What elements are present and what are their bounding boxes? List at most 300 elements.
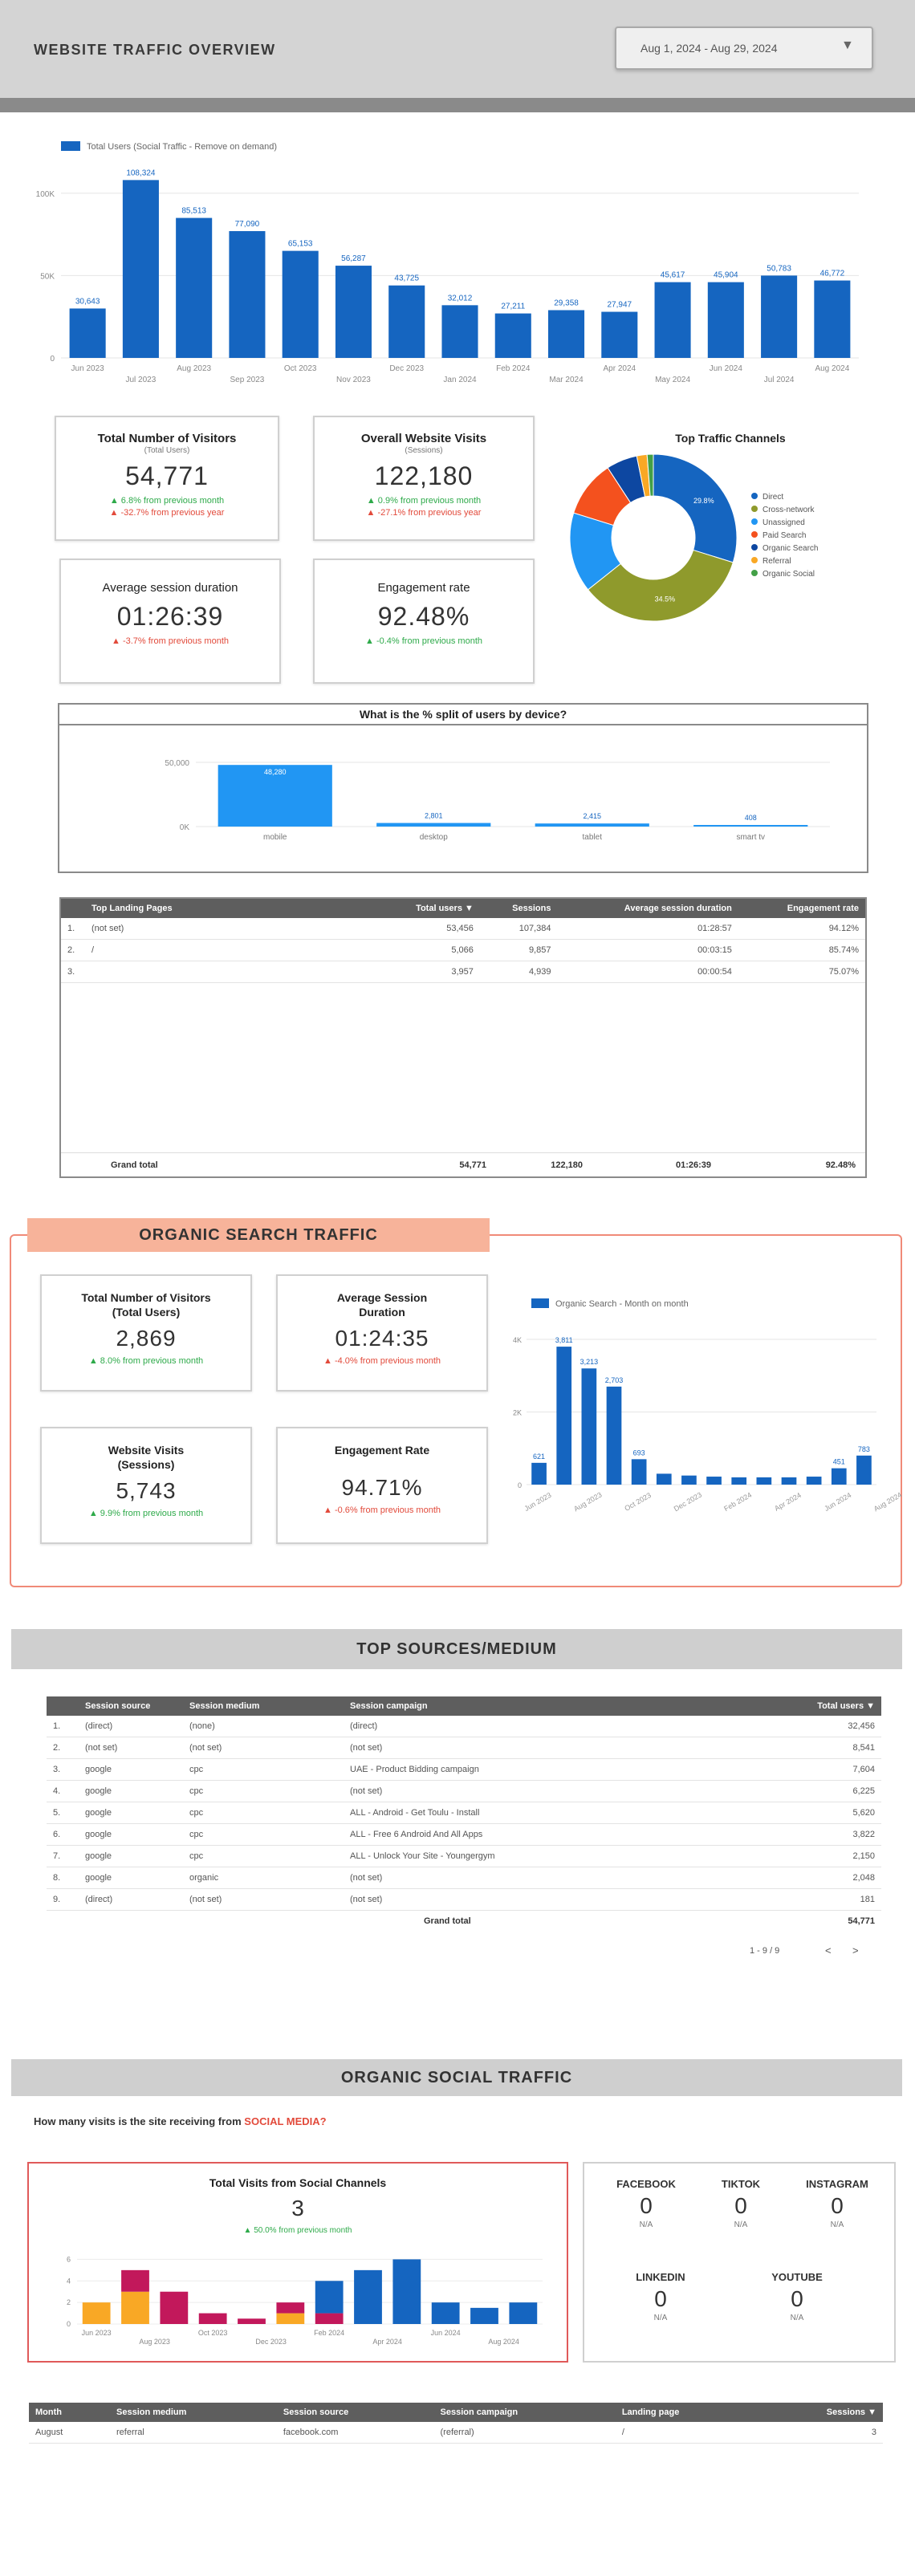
- session-source: google: [79, 1846, 183, 1867]
- col-avg-duration[interactable]: Average session duration: [557, 899, 738, 918]
- traffic-y-tick: 0: [50, 355, 55, 364]
- sessions: 3: [757, 2422, 883, 2444]
- legend-label: Paid Search: [762, 531, 807, 540]
- pagination-label: 1 - 9 / 9: [750, 1946, 780, 1956]
- organic-y-tick: 4K: [512, 1336, 522, 1345]
- col-total-users[interactable]: Total users ▼: [374, 899, 480, 918]
- table-row[interactable]: [47, 1889, 881, 1911]
- organic-bar: [807, 1477, 822, 1485]
- kpi-value: 94.71%: [341, 1475, 423, 1500]
- legend-dot: [751, 518, 758, 525]
- kpi-delta: ▲ -4.0% from previous month: [323, 1356, 441, 1366]
- col-landing-page[interactable]: Landing page: [616, 2403, 757, 2422]
- network-facebook: [602, 2178, 690, 2229]
- traffic-x-tick: May 2024: [655, 376, 691, 384]
- social-x-tick: Jun 2023: [81, 2329, 112, 2337]
- legend-label: Referral: [762, 557, 791, 566]
- network-value: 0: [791, 2286, 803, 2311]
- col-session-campaign[interactable]: Session campaign: [344, 1696, 777, 1716]
- social-bar-segment: [160, 2292, 188, 2324]
- top-sources-title: TOP SOURCES/MEDIUM: [11, 1629, 902, 1669]
- social-visits-title: Total Visits from Social Channels: [209, 2176, 387, 2189]
- social-bar-segment: [470, 2308, 498, 2324]
- organic-legend-swatch: [531, 1298, 549, 1308]
- device-x-tick: smart tv: [736, 833, 766, 842]
- session-source: (not set): [79, 1737, 183, 1759]
- landing-page: /: [85, 940, 374, 961]
- sessions: 4,939: [480, 961, 558, 983]
- traffic-bar: [814, 281, 850, 358]
- organic-y-tick: 0: [517, 1481, 522, 1489]
- total-users: 8,541: [777, 1737, 881, 1759]
- legend-dot: [751, 544, 758, 551]
- kpi-delta: ▲ 8.0% from previous month: [88, 1356, 204, 1366]
- sessions: 9,857: [480, 940, 558, 961]
- kpi-website-visits: [313, 416, 535, 541]
- date-range-text: Aug 1, 2024 - Aug 29, 2024: [640, 42, 778, 55]
- table-row[interactable]: [29, 2422, 883, 2444]
- next-page-button[interactable]: >: [852, 1944, 859, 1956]
- session-source: (direct): [79, 1889, 183, 1911]
- network-value: 0: [654, 2286, 667, 2311]
- legend-dot: [751, 506, 758, 512]
- social-bar-segment: [238, 2318, 266, 2324]
- organic-search-chart: [499, 1284, 904, 1549]
- organic-x-tick: Apr 2024: [773, 1490, 803, 1513]
- kpi-session-duration: [59, 559, 281, 684]
- date-range-picker[interactable]: [615, 26, 873, 70]
- top-sources-table: [47, 1696, 881, 1964]
- table-row[interactable]: [47, 1846, 881, 1867]
- session-campaign: ALL - Free 6 Android And All Apps: [344, 1824, 777, 1846]
- grand-total-label: Grand total: [111, 1160, 158, 1170]
- session-campaign: (not set): [344, 1889, 777, 1911]
- total-users: 3,957: [374, 961, 480, 983]
- kpi-value: 122,180: [374, 461, 474, 490]
- social-x-tick: Aug 2023: [139, 2338, 170, 2346]
- col-landing-page[interactable]: Top Landing Pages: [85, 899, 374, 918]
- traffic-bar: [388, 286, 425, 358]
- traffic-bar-label: 29,358: [554, 299, 579, 308]
- network-name: LINKEDIN: [636, 2271, 685, 2283]
- network-delta: N/A: [639, 2220, 653, 2229]
- avg-duration: 00:00:54: [557, 961, 738, 983]
- traffic-bar: [655, 282, 691, 358]
- traffic-x-tick: Jul 2024: [763, 376, 795, 384]
- session-medium: (not set): [183, 1889, 344, 1911]
- traffic-x-tick: Aug 2024: [815, 364, 850, 373]
- session-campaign: UAE - Product Bidding campaign: [344, 1759, 777, 1781]
- network-value: 0: [831, 2193, 844, 2218]
- network-delta: N/A: [734, 2220, 748, 2229]
- legend-label: Cross-network: [762, 506, 815, 514]
- row-index: 1.: [47, 1716, 79, 1737]
- legend-dot: [751, 570, 758, 576]
- device-split-title: What is the % split of users by device?: [59, 705, 867, 725]
- row-index: 3.: [61, 961, 85, 983]
- session-medium: referral: [110, 2422, 277, 2444]
- traffic-bar-label: 85,513: [181, 206, 206, 216]
- social-sessions-table: [29, 2403, 883, 2444]
- traffic-legend-swatch: [61, 141, 80, 151]
- traffic-bar: [283, 251, 319, 358]
- traffic-y-tick: 50K: [40, 272, 55, 282]
- avg-duration: 00:03:15: [557, 940, 738, 961]
- traffic-bar-label: 65,153: [287, 239, 313, 249]
- kpi-subtitle: (Total Users): [144, 446, 190, 455]
- kpi-delta-year: ▲ -27.1% from previous year: [366, 508, 482, 518]
- session-campaign: ALL - Android - Get Toulu - Install: [344, 1802, 777, 1824]
- row-index: 1.: [61, 918, 85, 940]
- table-row[interactable]: [47, 1824, 881, 1846]
- organic-bar-label: 693: [632, 1448, 645, 1457]
- session-medium: cpc: [183, 1824, 344, 1846]
- col-session-source[interactable]: Session source: [277, 2403, 434, 2422]
- traffic-bar: [176, 218, 212, 358]
- session-campaign: (not set): [344, 1867, 777, 1889]
- device-bar: [693, 825, 807, 827]
- social-bar-segment: [121, 2292, 149, 2324]
- kpi-value: 01:26:39: [116, 602, 224, 631]
- engagement-rate: 85.74%: [738, 940, 865, 961]
- traffic-bar-label: 46,772: [819, 269, 845, 278]
- table-row[interactable]: [47, 1867, 881, 1889]
- organic-bar-label: 2,703: [604, 1375, 624, 1384]
- organic-legend-label: Organic Search - Month on month: [555, 1299, 689, 1309]
- device-x-tick: mobile: [263, 833, 287, 842]
- session-source: google: [79, 1824, 183, 1846]
- traffic-bar-label: 108,324: [126, 169, 156, 178]
- traffic-bar-label: 45,617: [660, 270, 685, 280]
- organic-bar: [706, 1477, 722, 1485]
- device-split-panel: [58, 703, 868, 873]
- organic-y-tick: 2K: [512, 1408, 522, 1417]
- total-users: 53,456: [374, 918, 480, 940]
- kpi-subtitle: (Sessions): [117, 1458, 175, 1471]
- traffic-bar-label: 56,287: [341, 254, 366, 264]
- organic-visits-card: [40, 1427, 252, 1544]
- landing-page: /: [616, 2422, 757, 2444]
- social-y-tick: 4: [66, 2277, 71, 2285]
- network-value: 0: [734, 2193, 747, 2218]
- kpi-value: 5,743: [116, 1478, 177, 1503]
- social-y-tick: 2: [66, 2298, 71, 2307]
- total-users: 5,066: [374, 940, 480, 961]
- organic-bar: [856, 1456, 872, 1485]
- traffic-x-tick: Jul 2023: [125, 376, 157, 384]
- network-delta: N/A: [830, 2220, 844, 2229]
- total-users: 54,771: [459, 1160, 486, 1170]
- organic-x-tick: Jun 2024: [823, 1490, 853, 1513]
- organic-bar-label: 451: [832, 1457, 845, 1466]
- session-medium: cpc: [183, 1781, 344, 1802]
- session-campaign: (not set): [344, 1737, 777, 1759]
- session-campaign: (referral): [434, 2422, 616, 2444]
- social-x-tick: Dec 2023: [255, 2338, 287, 2346]
- traffic-x-tick: Jun 2023: [71, 364, 104, 373]
- traffic-bar: [761, 275, 797, 358]
- traffic-x-tick: Oct 2023: [283, 364, 317, 373]
- kpi-delta-month: ▲ -3.7% from previous month: [112, 636, 229, 646]
- total-users: 5,620: [777, 1802, 881, 1824]
- kpi-subtitle: Duration: [359, 1306, 405, 1318]
- device-bar-label: 2,415: [583, 812, 602, 821]
- traffic-bar-label: 32,012: [447, 294, 473, 303]
- session-campaign: (direct): [344, 1716, 777, 1737]
- col-session-medium[interactable]: Session medium: [110, 2403, 277, 2422]
- col-month[interactable]: Month: [29, 2403, 110, 2422]
- row-index: 7.: [47, 1846, 79, 1867]
- organic-bar: [556, 1347, 571, 1485]
- organic-x-tick: Aug 2023: [572, 1490, 604, 1514]
- device-bar-label: 408: [744, 814, 757, 822]
- session-medium: organic: [183, 1867, 344, 1889]
- table-row[interactable]: [47, 1759, 881, 1781]
- session-medium: cpc: [183, 1846, 344, 1867]
- kpi-title: Engagement rate: [377, 581, 470, 595]
- kpi-title: Average session duration: [102, 581, 238, 595]
- device-x-tick: tablet: [582, 833, 602, 842]
- legend-dot: [751, 531, 758, 538]
- traffic-bar: [708, 282, 744, 358]
- landing-page: (not set): [85, 918, 374, 940]
- social-visits-value: 3: [291, 2196, 304, 2220]
- grand-total-label: Grand total: [424, 1916, 471, 1926]
- total-duration: 01:26:39: [675, 1160, 711, 1170]
- kpi-value: 54,771: [125, 461, 209, 490]
- social-bar-segment: [392, 2259, 421, 2324]
- avg-duration: 01:28:57: [557, 918, 738, 940]
- kpi-total-visitors: [55, 416, 279, 541]
- legend-label: Direct: [762, 493, 784, 502]
- table-row[interactable]: [47, 1716, 881, 1737]
- device-bar-label: 48,280: [263, 768, 287, 777]
- organic-social-title: ORGANIC SOCIAL TRAFFIC: [11, 2059, 902, 2096]
- traffic-bar: [229, 231, 265, 358]
- network-name: TIKTOK: [721, 2178, 761, 2190]
- total-users: 6,225: [777, 1781, 881, 1802]
- social-question: [34, 2115, 327, 2127]
- organic-bar: [731, 1477, 746, 1485]
- kpi-title: Average Session: [336, 1291, 428, 1304]
- traffic-bar-label: 27,947: [607, 300, 632, 310]
- traffic-x-tick: Jan 2024: [443, 376, 477, 384]
- social-bar-segment: [354, 2270, 382, 2324]
- legend-label: Unassigned: [762, 518, 805, 527]
- traffic-channels-title: Top Traffic Channels: [675, 432, 786, 445]
- organic-x-tick: Oct 2023: [623, 1490, 653, 1513]
- grand-total-value: 54,771: [848, 1916, 875, 1926]
- traffic-chart: [24, 128, 883, 401]
- total-users: 2,150: [777, 1846, 881, 1867]
- total-users: 3,822: [777, 1824, 881, 1846]
- organic-x-tick: Jun 2023: [523, 1490, 553, 1513]
- table-row[interactable]: [61, 940, 865, 961]
- traffic-bar-label: 50,783: [767, 264, 791, 274]
- social-networks-panel: [583, 2162, 896, 2363]
- social-x-tick: Oct 2023: [197, 2329, 228, 2337]
- network-linkedin: [616, 2271, 705, 2322]
- engagement-rate: 75.07%: [738, 961, 865, 983]
- engagement-rate: 94.12%: [738, 918, 865, 940]
- col-session-campaign[interactable]: Session campaign: [434, 2403, 616, 2422]
- session-source: facebook.com: [277, 2422, 434, 2444]
- col-total-users[interactable]: Total users ▼: [777, 1696, 881, 1716]
- kpi-title: Engagement Rate: [334, 1444, 430, 1457]
- kpi-subtitle: (Sessions): [405, 446, 443, 455]
- social-bar-segment: [199, 2314, 227, 2324]
- traffic-bar: [495, 314, 531, 358]
- traffic-channels-panel: [562, 417, 899, 626]
- traffic-x-tick: Apr 2024: [603, 364, 636, 373]
- traffic-bar: [548, 310, 584, 358]
- session-medium: (not set): [183, 1737, 344, 1759]
- sources-grand-total: [47, 1911, 881, 1932]
- traffic-x-tick: Feb 2024: [496, 364, 531, 373]
- table-row[interactable]: [47, 1802, 881, 1824]
- organic-bar: [681, 1476, 697, 1485]
- traffic-y-tick: 100K: [35, 189, 55, 199]
- organic-bar-label: 3,811: [555, 1336, 573, 1345]
- sessions: 107,384: [480, 918, 558, 940]
- donut-slice-label: 34.5%: [654, 595, 676, 603]
- organic-bar: [782, 1477, 797, 1485]
- traffic-bar-label: 30,643: [75, 297, 100, 307]
- social-x-tick: Apr 2024: [372, 2338, 402, 2346]
- traffic-x-tick: Sep 2023: [230, 376, 265, 384]
- organic-bar: [607, 1387, 622, 1485]
- total-users: 181: [777, 1889, 881, 1911]
- total-users: 2,048: [777, 1867, 881, 1889]
- prev-page-button[interactable]: <: [825, 1944, 832, 1956]
- kpi-value: 2,869: [116, 1326, 177, 1351]
- social-bar-segment: [83, 2302, 111, 2324]
- col-engagement[interactable]: Engagement rate: [738, 899, 865, 918]
- social-bar-segment: [121, 2270, 149, 2292]
- table-row[interactable]: [61, 918, 865, 940]
- organic-bar: [582, 1368, 597, 1485]
- traffic-x-tick: Nov 2023: [336, 376, 371, 384]
- session-source: google: [79, 1867, 183, 1889]
- traffic-bar: [123, 180, 159, 358]
- landing-pages-table: [59, 897, 867, 1178]
- device-y-tick: 50,000: [165, 759, 189, 768]
- social-bar-segment: [509, 2302, 537, 2324]
- row-index: 5.: [47, 1802, 79, 1824]
- traffic-bar-label: 77,090: [234, 219, 260, 229]
- kpi-subtitle: (Total Users): [112, 1306, 181, 1318]
- kpi-title: Total Number of Visitors: [97, 432, 237, 445]
- traffic-x-tick: Jun 2024: [709, 364, 742, 373]
- device-x-tick: desktop: [419, 833, 448, 842]
- session-source: (direct): [79, 1716, 183, 1737]
- session-source: google: [79, 1802, 183, 1824]
- traffic-channels-donut: [562, 449, 899, 626]
- social-x-tick: Feb 2024: [314, 2329, 345, 2337]
- table-row[interactable]: [47, 1737, 881, 1759]
- social-visits-panel: [27, 2162, 568, 2363]
- network-name: INSTAGRAM: [806, 2178, 868, 2190]
- social-x-tick: Aug 2024: [488, 2338, 519, 2346]
- organic-bar: [832, 1469, 847, 1485]
- social-question-prefix: How many visits is the site receiving from: [34, 2115, 242, 2127]
- legend-dot: [751, 493, 758, 499]
- col-sessions[interactable]: Sessions: [480, 899, 558, 918]
- session-campaign: ALL - Unlock Your Site - Youngergym: [344, 1846, 777, 1867]
- traffic-bar-label: 43,725: [394, 274, 420, 283]
- traffic-bar: [70, 308, 106, 358]
- col-sessions[interactable]: Sessions ▼: [757, 2403, 883, 2422]
- network-name: FACEBOOK: [616, 2178, 676, 2190]
- donut-slice: [653, 454, 737, 563]
- total-users: 32,456: [777, 1716, 881, 1737]
- organic-bar: [632, 1459, 647, 1485]
- kpi-value: 92.48%: [377, 602, 470, 631]
- traffic-legend-label: Total Users (Social Traffic - Remove on demand): [87, 142, 277, 152]
- kpi-delta-month: ▲ -0.4% from previous month: [365, 636, 482, 646]
- social-bar-segment: [432, 2302, 460, 2324]
- session-medium: cpc: [183, 1759, 344, 1781]
- network-delta: N/A: [790, 2314, 804, 2322]
- traffic-bar-label: 27,211: [501, 302, 526, 311]
- col-session-medium[interactable]: Session medium: [183, 1696, 344, 1716]
- total-users: 7,604: [777, 1759, 881, 1781]
- session-campaign: (not set): [344, 1781, 777, 1802]
- chevron-down-icon: ▼: [841, 39, 854, 52]
- col-session-source[interactable]: Session source: [79, 1696, 183, 1716]
- device-y-tick: 0K: [179, 823, 189, 832]
- device-bar-label: 2,801: [424, 811, 443, 820]
- organic-bar-label: 3,213: [580, 1358, 599, 1367]
- table-row[interactable]: [61, 961, 865, 983]
- network-name: YOUTUBE: [771, 2271, 823, 2283]
- traffic-x-tick: Dec 2023: [389, 364, 425, 373]
- traffic-x-tick: Aug 2023: [177, 364, 212, 373]
- sources-pagination: [47, 1932, 881, 1964]
- session-source: google: [79, 1759, 183, 1781]
- row-index: 6.: [47, 1824, 79, 1846]
- legend-label: Organic Social: [762, 570, 815, 579]
- donut-slice-label: 29.8%: [693, 496, 714, 505]
- organic-bar-label: 783: [857, 1444, 870, 1453]
- month: August: [29, 2422, 110, 2444]
- organic-bar: [531, 1463, 547, 1485]
- traffic-bar-label: 45,904: [714, 270, 738, 280]
- legend-label: Organic Search: [762, 544, 819, 553]
- landing-page: [85, 961, 374, 983]
- kpi-title: Total Number of Visitors: [81, 1291, 211, 1304]
- report-title: WEBSITE TRAFFIC OVERVIEW: [34, 42, 276, 58]
- organic-x-tick: Feb 2024: [722, 1490, 754, 1514]
- social-visits-delta: ▲ 50.0% from previous month: [243, 2226, 352, 2235]
- table-row[interactable]: [47, 1781, 881, 1802]
- social-bar-segment: [276, 2302, 304, 2313]
- row-index: 3.: [47, 1759, 79, 1781]
- traffic-bar: [336, 266, 372, 358]
- organic-bar: [657, 1473, 672, 1485]
- kpi-delta-year: ▲ -32.7% from previous year: [109, 508, 225, 518]
- social-bar-segment: [315, 2314, 344, 2324]
- social-visits-chart: [29, 2237, 567, 2358]
- network-youtube: [753, 2271, 841, 2322]
- organic-search-title: ORGANIC SEARCH TRAFFIC: [27, 1218, 490, 1252]
- social-y-tick: 0: [66, 2320, 71, 2328]
- social-question-highlight: SOCIAL MEDIA?: [244, 2115, 327, 2127]
- kpi-delta: ▲ -0.6% from previous month: [323, 1505, 441, 1515]
- social-bar-segment: [315, 2281, 344, 2313]
- organic-duration-card: [276, 1274, 488, 1392]
- organic-x-tick: Dec 2023: [672, 1490, 704, 1514]
